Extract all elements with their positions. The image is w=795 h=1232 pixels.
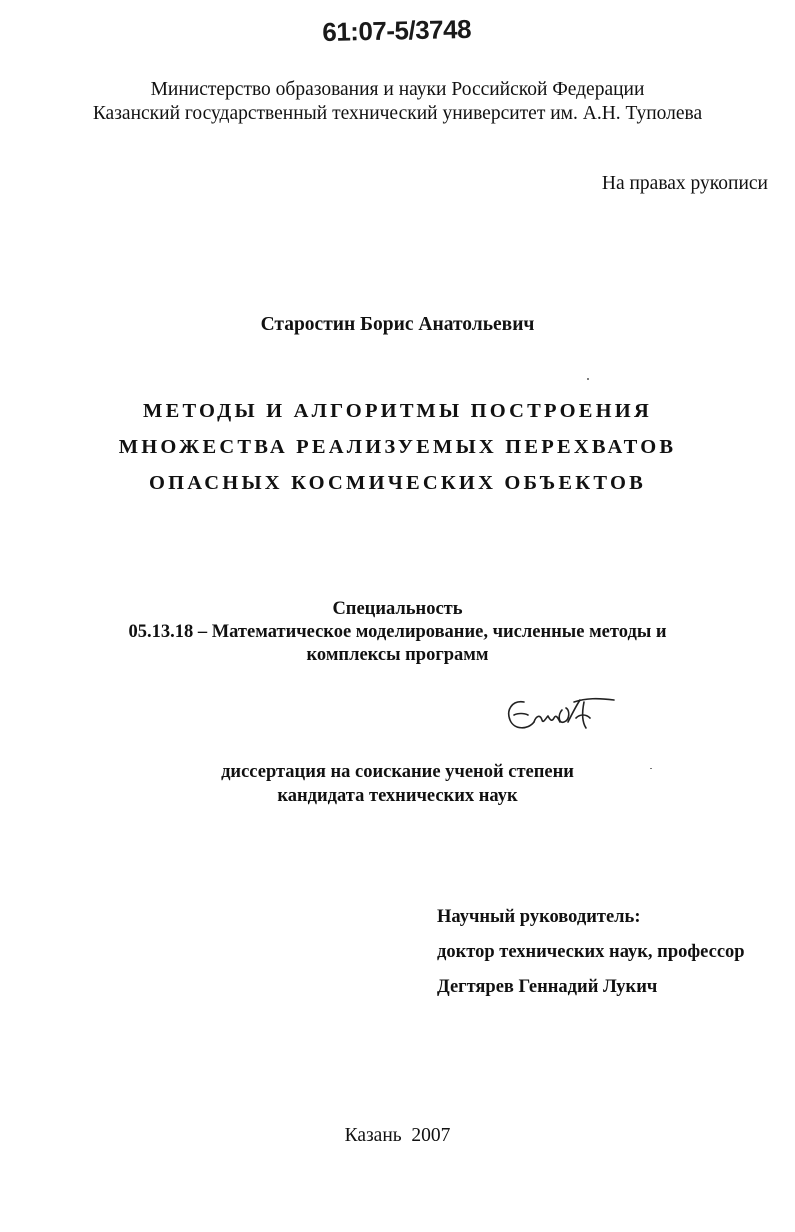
specialty-label: Специальность xyxy=(332,599,463,619)
title-line-1: МЕТОДЫ И АЛГОРИТМЫ ПОСТРОЕНИЯ xyxy=(143,400,652,422)
scan-speck xyxy=(587,378,589,380)
archive-code: 61:07-5/3748 xyxy=(322,13,472,47)
supervisor-name: Дегтярев Геннадий Лукич xyxy=(437,977,658,997)
handwritten-signature xyxy=(502,688,622,738)
supervisor-block xyxy=(437,900,745,1005)
ministry-header xyxy=(0,78,795,126)
supervisor-degree: доктор технических наук, профессор xyxy=(437,942,745,962)
ministry-line-2: Казанский государственный технический университет им. А.Н. Туполева xyxy=(92,103,703,124)
specialty-block xyxy=(0,598,795,667)
city-year: Казань 2007 xyxy=(344,1125,451,1146)
specialty-code-line: 05.13.18 – Математическое моделирование, численные методы и xyxy=(128,622,667,642)
scan-speck-2 xyxy=(650,768,652,769)
specialty-code-line-2: комплексы программ xyxy=(306,645,489,665)
degree-line-1: диссертация на соискание ученой степени xyxy=(221,762,574,782)
title-line-3: ОПАСНЫХ КОСМИЧЕСКИХ ОБЪЕКТОВ xyxy=(149,472,646,494)
manuscript-note: На правах рукописи xyxy=(601,173,768,194)
title-line-2: МНОЖЕСТВА РЕАЛИЗУЕМЫХ ПЕРЕХВАТОВ xyxy=(118,436,677,458)
supervisor-label: Научный руководитель: xyxy=(437,907,641,927)
author-name: Старостин Борис Анатольевич xyxy=(260,314,535,335)
ministry-line-1: Министерство образования и науки Российской Федерации xyxy=(150,79,645,100)
degree-statement xyxy=(0,760,795,808)
degree-line-2: кандидата технических наук xyxy=(277,786,518,806)
dissertation-title xyxy=(0,393,795,501)
